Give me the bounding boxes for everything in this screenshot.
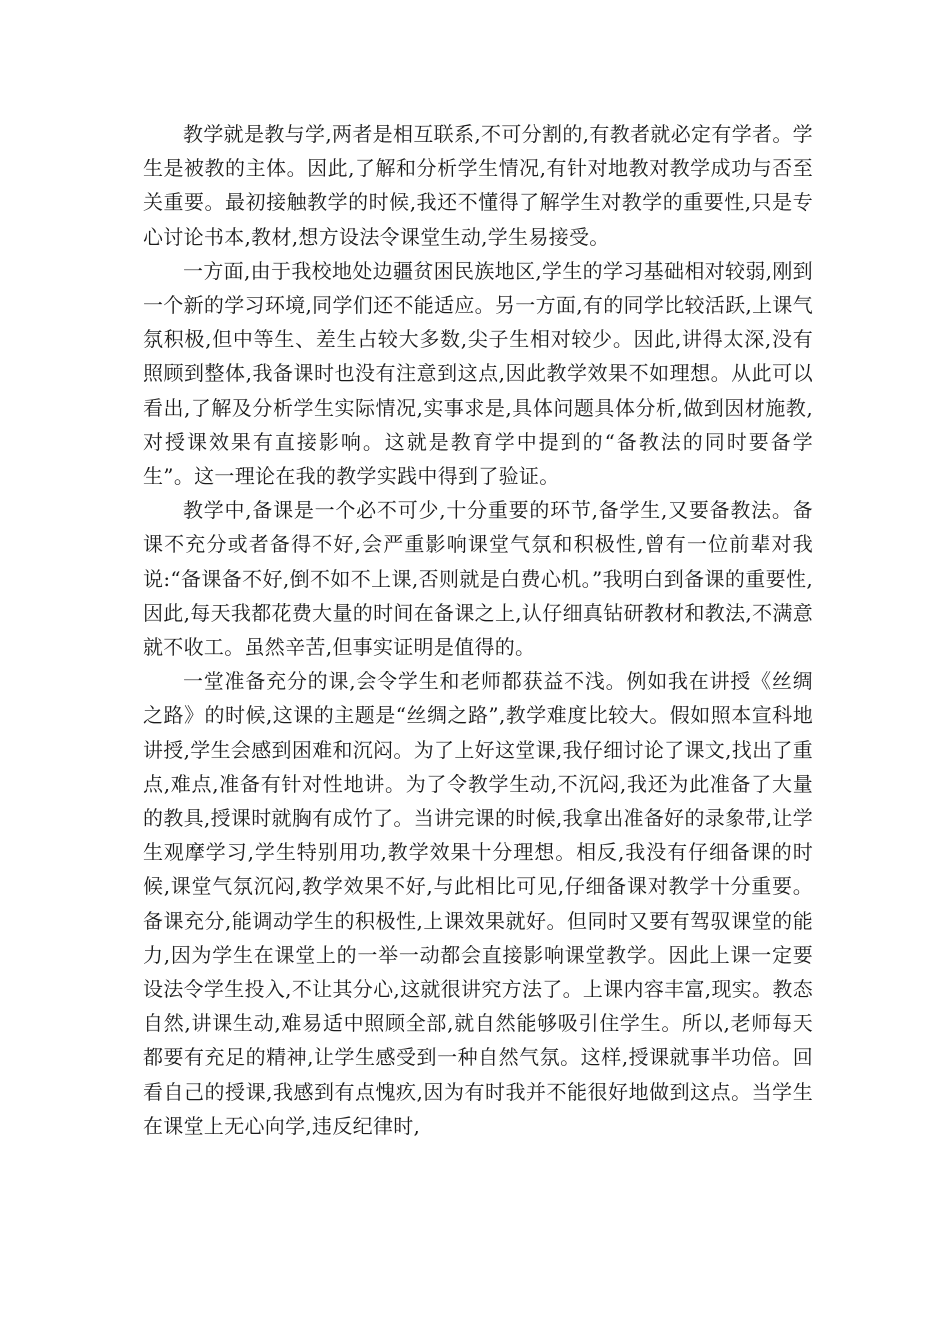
paragraph-3: 教学中,备课是一个必不可少,十分重要的环节,备学生,又要备教法。备课不充分或者备得不好,会严重影响课堂气氛和积极性,曾有一位前辈对我说:“备课备不好,倒不如不上课,否则就是白费心机。”我明白到备课的重要性,因此,每天我都花费大量的时间在备课之上,认仔细真钻研教材和教法,不满意就不收工。虽然辛苦,但事实证明是值得的。: [143, 498, 813, 660]
paragraph-4: 一堂准备充分的课,会令学生和老师都获益不浅。例如我在讲授《丝绸之路》的时候,这课的主题是“丝绸之路”,教学难度比较大。假如照本宣科地讲授,学生会感到困难和沉闷。为了上好这堂课,我仔细讨论了课文,找出了重点,难点,准备有针对性地讲。为了令教学生动,不沉闷,我还为此准备了大量的教具,授课时就胸有成竹了。当讲完课的时候,我拿出准备好的录象带,让学生观摩学习,学生特别用功,教学效果十分理想。相反,我没有仔细备课的时候,课堂气氛沉闷,教学效果不好,与此相比可见,仔细备课对教学十分重要。备课充分,能调动学生的积极性,上课效果就好。但同时又要有驾驭课堂的能力,因为学生在课堂上的一举一动都会直接影响课堂教学。因此上课一定要设法令学生投入,不让其分心,这就很讲究方法了。上课内容丰富,现实。教态自然,讲课生动,难易适中照顾全部,就自然能够吸引住学生。所以,老师每天都要有充足的精神,让学生感受到一种自然气氛。这样,授课就事半功倍。回看自己的授课,我感到有点愧疚,因为有时我并不能很好地做到这点。当学生在课堂上无心向学,违反纪律时,: [143, 669, 813, 1138]
document-body: [143, 117, 813, 1143]
paragraph-2: 一方面,由于我校地处边疆贫困民族地区,学生的学习基础相对较弱,刚到一个新的学习环境,同学们还不能适应。另一方面,有的同学比较活跃,上课气氛积极,但中等生、差生占较大多数,尖子生相对较少。因此,讲得太深,没有照顾到整体,我备课时也没有注意到这点,因此教学效果不如理想。从此可以看出,了解及分析学生实际情况,实事求是,具体问题具体分析,做到因材施教,对授课效果有直接影响。这就是教育学中提到的“备教法的同时要备学生”。这一理论在我的教学实践中得到了验证。: [143, 258, 813, 489]
paragraph-1: 教学就是教与学,两者是相互联系,不可分割的,有教者就必定有学者。学生是被教的主体。因此,了解和分析学生情况,有针对地教对教学成功与否至关重要。最初接触教学的时候,我还不懂得了解学生对教学的重要性,只是专心讨论书本,教材,想方设法令课堂生动,学生易接受。: [143, 122, 813, 249]
